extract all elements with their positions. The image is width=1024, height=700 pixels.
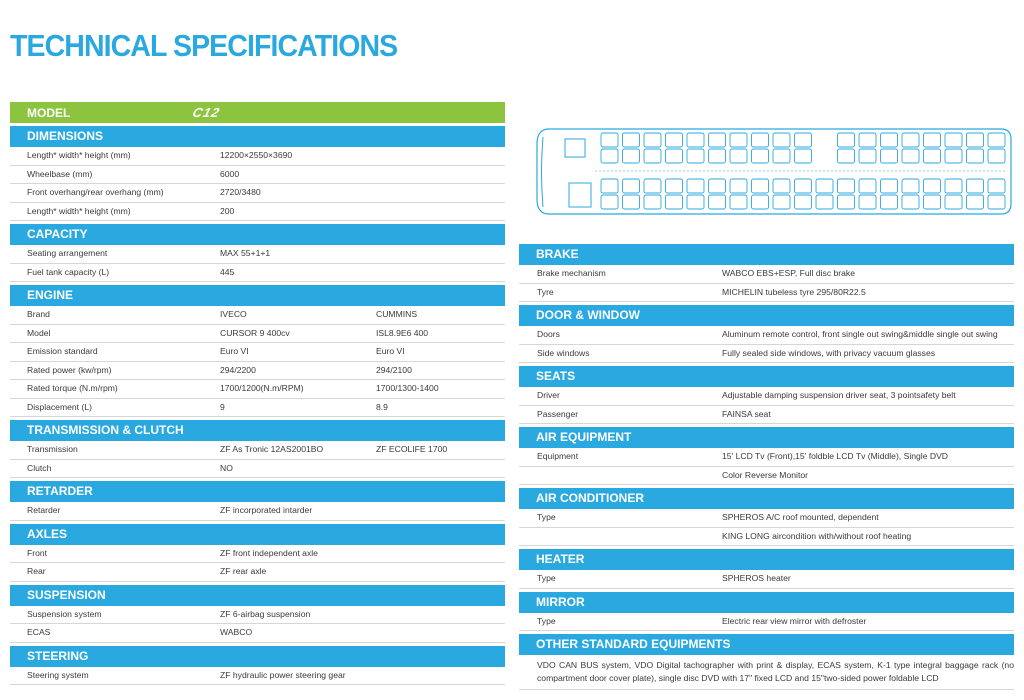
section-header-engine: ENGINE bbox=[10, 285, 505, 306]
seat-icon bbox=[773, 195, 790, 209]
seat-icon bbox=[709, 179, 726, 193]
seat-icon bbox=[945, 133, 962, 147]
spec-label: Brand bbox=[27, 309, 50, 319]
spec-value: ZF 6-airbag suspension bbox=[220, 608, 311, 619]
seat-icon bbox=[730, 149, 747, 163]
seat-icon bbox=[859, 149, 876, 163]
seat-icon bbox=[881, 195, 898, 209]
spec-value: 12200×2550×3690 bbox=[220, 150, 293, 160]
seat-icon bbox=[881, 179, 898, 193]
seat-icon bbox=[881, 133, 898, 147]
spec-label: Suspension system bbox=[27, 608, 102, 619]
section-header-capacity: CAPACITY bbox=[10, 224, 505, 245]
spec-value: ZF hydraulic power steering gear bbox=[220, 669, 346, 680]
spec-value: WABCO EBS+ESP, Full disc brake bbox=[722, 268, 856, 278]
spec-row bbox=[10, 563, 505, 582]
spec-value: 445 bbox=[220, 266, 235, 277]
spec-value-alt: CUMMINS bbox=[376, 309, 418, 319]
spec-value: Aluminum remote control, front single out swing&middle single out swing bbox=[722, 329, 998, 339]
spec-value-alt: 8.9 bbox=[376, 401, 388, 412]
seat-icon bbox=[988, 179, 1005, 193]
spec-label: Rear bbox=[27, 566, 46, 576]
spec-row bbox=[10, 325, 505, 344]
spec-label: Steering system bbox=[27, 669, 89, 680]
seat-icon bbox=[902, 195, 919, 209]
spec-label: Transmission bbox=[27, 444, 78, 454]
spec-value: NO bbox=[220, 462, 233, 473]
spec-row bbox=[10, 545, 505, 564]
seat-icon bbox=[644, 149, 661, 163]
section-header-mirror: MIRROR bbox=[519, 592, 1014, 613]
spec-label: Model bbox=[27, 327, 51, 338]
spec-value-alt: 294/2100 bbox=[376, 364, 412, 375]
seat-icon bbox=[988, 149, 1005, 163]
seat-icon bbox=[644, 195, 661, 209]
spec-value: FAINSA seat bbox=[722, 408, 771, 419]
spec-row bbox=[10, 502, 505, 521]
spec-label: Tyre bbox=[537, 286, 554, 297]
seat-icon bbox=[644, 179, 661, 193]
seat-icon bbox=[644, 133, 661, 147]
seat-icon bbox=[967, 149, 984, 163]
seat-icon bbox=[752, 133, 769, 147]
spec-value: 6000 bbox=[220, 168, 240, 179]
seat-icon bbox=[902, 179, 919, 193]
seat-icon bbox=[838, 149, 855, 163]
model-label: MODEL bbox=[27, 106, 71, 120]
seat-icon bbox=[730, 195, 747, 209]
spec-value: ZF front independent axle bbox=[220, 547, 318, 558]
section-header-axles: AXLES bbox=[10, 524, 505, 545]
section-header-heater: HEATER bbox=[519, 549, 1014, 570]
front-door bbox=[569, 183, 591, 207]
seat-icon bbox=[859, 179, 876, 193]
seat-icon bbox=[623, 195, 640, 209]
seat-icon bbox=[687, 179, 704, 193]
seat-icon bbox=[816, 195, 833, 209]
seat-icon bbox=[666, 179, 683, 193]
spec-label: ECAS bbox=[27, 627, 51, 637]
section-header-retarder: RETARDER bbox=[10, 481, 505, 502]
seat-icon bbox=[730, 133, 747, 147]
spec-label: Doors bbox=[537, 329, 560, 339]
seat-icon bbox=[709, 149, 726, 163]
spec-row bbox=[10, 460, 505, 479]
spec-label: Wheelbase (mm) bbox=[27, 168, 93, 179]
seat-icon bbox=[967, 179, 984, 193]
model-logo: C12 bbox=[191, 105, 223, 120]
seat-icon bbox=[859, 195, 876, 209]
section-header-air-conditioner: AIR CONDITIONER bbox=[519, 488, 1014, 509]
seat-icon bbox=[988, 195, 1005, 209]
seat-icon bbox=[623, 179, 640, 193]
seat-icon bbox=[709, 195, 726, 209]
spec-row bbox=[519, 406, 1014, 425]
spec-value-alt: ZF ECOLIFE 1700 bbox=[376, 444, 448, 454]
spec-value: SPHEROS heater bbox=[722, 573, 791, 583]
seat-icon bbox=[838, 195, 855, 209]
spec-value: ZF rear axle bbox=[220, 566, 267, 576]
seat-icon bbox=[945, 195, 962, 209]
seat-icon bbox=[666, 133, 683, 147]
spec-value: WABCO bbox=[220, 627, 253, 637]
seat-icon bbox=[902, 133, 919, 147]
spec-label: Brake mechanism bbox=[537, 268, 606, 278]
spec-row bbox=[519, 265, 1014, 284]
spec-value: MICHELIN tubeless tyre 295/80R22.5 bbox=[722, 286, 866, 297]
spec-row bbox=[10, 399, 505, 418]
left-spec-table bbox=[10, 102, 505, 685]
spec-label: Rated power (kw/rpm) bbox=[27, 364, 112, 375]
spec-row bbox=[519, 387, 1014, 406]
bus-floorplan-icon bbox=[535, 125, 1013, 218]
seat-icon bbox=[687, 195, 704, 209]
spec-value: Color Reverse Monitor bbox=[722, 469, 808, 480]
spec-row bbox=[10, 245, 505, 264]
spec-value: Adjustable damping suspension driver seat, 3 pointsafety belt bbox=[722, 390, 956, 400]
spec-row bbox=[10, 264, 505, 283]
driver-seat bbox=[565, 139, 585, 157]
seat-icon bbox=[795, 149, 812, 163]
section-header-transmission-clutch: TRANSMISSION & CLUTCH bbox=[10, 420, 505, 441]
spec-row bbox=[519, 613, 1014, 632]
section-header-door-window: DOOR & WINDOW bbox=[519, 305, 1014, 326]
spec-label: Passenger bbox=[537, 408, 579, 419]
model-header bbox=[10, 102, 505, 123]
seat-icon bbox=[795, 133, 812, 147]
seat-icon bbox=[709, 133, 726, 147]
spec-label: Front bbox=[27, 547, 48, 558]
seat-icon bbox=[752, 179, 769, 193]
spec-value: Euro VI bbox=[220, 346, 249, 356]
spec-label: Retarder bbox=[27, 505, 61, 515]
seat-icon bbox=[601, 195, 618, 209]
spec-value: 9 bbox=[220, 401, 225, 412]
spec-row bbox=[10, 184, 505, 203]
spec-value: CURSOR 9 400cv bbox=[220, 327, 290, 338]
seat-icon bbox=[924, 195, 941, 209]
seat-icon bbox=[601, 179, 618, 193]
spec-value: ZF As Tronic 12AS2001BO bbox=[220, 444, 324, 454]
spec-value: KING LONG aircondition with/without roof heating bbox=[722, 530, 912, 541]
spec-label: Clutch bbox=[27, 462, 52, 473]
spec-row bbox=[10, 441, 505, 460]
spec-value: 2720/3480 bbox=[220, 187, 261, 197]
spec-row bbox=[10, 147, 505, 166]
seat-icon bbox=[945, 179, 962, 193]
spec-row bbox=[519, 528, 1014, 547]
seat-icon bbox=[752, 195, 769, 209]
spec-row bbox=[519, 467, 1014, 486]
seat-icon bbox=[687, 133, 704, 147]
spec-label: Side windows bbox=[537, 347, 590, 358]
spec-label: Equipment bbox=[537, 451, 579, 461]
spec-row bbox=[519, 326, 1014, 345]
seat-icon bbox=[967, 195, 984, 209]
spec-row bbox=[10, 343, 505, 362]
spec-value: Fully sealed side windows, with privacy vacuum glasses bbox=[722, 347, 936, 358]
spec-row bbox=[519, 284, 1014, 303]
seat-icon bbox=[601, 149, 618, 163]
spec-value: 200 bbox=[220, 205, 235, 216]
spec-value: MAX 55+1+1 bbox=[220, 248, 271, 258]
section-header-other-standard-equipments: OTHER STANDARD EQUIPMENTS bbox=[519, 634, 1014, 655]
seat-icon bbox=[816, 179, 833, 193]
spec-paragraph: VDO CAN BUS system, VDO Digital tachographer with print & display, ECAS system, K-1 type integral baggage rack (no compartment door cover plate), single disc DVD with 17" fixed LCD and 15"two-sided power foldable LCD bbox=[519, 655, 1014, 690]
spec-value-alt: Euro VI bbox=[376, 346, 405, 356]
spec-label: Type bbox=[537, 512, 556, 522]
spec-row bbox=[519, 345, 1014, 364]
spec-value: IVECO bbox=[220, 309, 247, 319]
seat-icon bbox=[730, 179, 747, 193]
spec-row bbox=[10, 203, 505, 222]
spec-label: Seating arrangement bbox=[27, 248, 108, 258]
spec-row bbox=[519, 570, 1014, 589]
seat-icon bbox=[687, 149, 704, 163]
seat-icon bbox=[902, 149, 919, 163]
bus-outline bbox=[537, 129, 1011, 214]
seat-icon bbox=[773, 149, 790, 163]
section-header-brake: BRAKE bbox=[519, 244, 1014, 265]
spec-value: SPHEROS A/C roof mounted, dependent bbox=[722, 512, 879, 522]
spec-row bbox=[10, 624, 505, 643]
spec-label: Length* width* height (mm) bbox=[27, 205, 131, 216]
seat-icon bbox=[752, 149, 769, 163]
seat-icon bbox=[795, 179, 812, 193]
seat-icon bbox=[623, 133, 640, 147]
spec-value: Electric rear view mirror with defroster bbox=[722, 615, 867, 626]
section-header-seats: SEATS bbox=[519, 366, 1014, 387]
spec-label: Fuel tank capacity (L) bbox=[27, 266, 110, 277]
spec-row bbox=[519, 448, 1014, 467]
section-header-suspension: SUSPENSION bbox=[10, 585, 505, 606]
spec-value: 1700/1200(N.m/RPM) bbox=[220, 383, 304, 393]
seat-icon bbox=[988, 133, 1005, 147]
seat-icon bbox=[859, 133, 876, 147]
windshield-line bbox=[542, 137, 544, 207]
spec-value-alt: 1700/1300-1400 bbox=[376, 383, 439, 393]
seat-icon bbox=[838, 179, 855, 193]
seat-icon bbox=[773, 133, 790, 147]
seat-icon bbox=[838, 133, 855, 147]
spec-label: Type bbox=[537, 573, 556, 583]
section-header-air-equipment: AIR EQUIPMENT bbox=[519, 427, 1014, 448]
spec-row bbox=[10, 306, 505, 325]
spec-label: Front overhang/rear overhang (mm) bbox=[27, 187, 164, 197]
seat-icon bbox=[924, 133, 941, 147]
spec-value: 294/2200 bbox=[220, 364, 256, 375]
spec-row bbox=[10, 362, 505, 381]
seat-icon bbox=[924, 149, 941, 163]
spec-label: Rated torque (N.m/rpm) bbox=[27, 383, 118, 393]
seat-icon bbox=[666, 195, 683, 209]
seat-icon bbox=[881, 149, 898, 163]
seat-icon bbox=[795, 195, 812, 209]
spec-label: Displacement (L) bbox=[27, 401, 92, 412]
spec-label: Emission standard bbox=[27, 346, 98, 356]
section-header-steering: STEERING bbox=[10, 646, 505, 667]
seat-icon bbox=[773, 179, 790, 193]
spec-label: Length* width* height (mm) bbox=[27, 150, 131, 160]
spec-value-alt: ISL8.9E6 400 bbox=[376, 327, 429, 338]
seat-icon bbox=[623, 149, 640, 163]
spec-row bbox=[10, 166, 505, 185]
spec-value: 15' LCD Tv (Front),15' foldble LCD Tv (Middle), Single DVD bbox=[722, 451, 949, 461]
spec-row bbox=[10, 606, 505, 625]
spec-row bbox=[519, 509, 1014, 528]
seat-icon bbox=[945, 149, 962, 163]
seat-icon bbox=[601, 133, 618, 147]
page-title: TECHNICAL SPECIFICATIONS bbox=[10, 28, 398, 63]
seat-icon bbox=[924, 179, 941, 193]
spec-value: ZF incorporated intarder bbox=[220, 505, 313, 515]
seat-icon bbox=[666, 149, 683, 163]
spec-label: Type bbox=[537, 615, 556, 626]
spec-row bbox=[10, 380, 505, 399]
seat-icon bbox=[967, 133, 984, 147]
spec-label: Driver bbox=[537, 390, 560, 400]
right-spec-table bbox=[519, 244, 1014, 690]
section-header-dimensions: DIMENSIONS bbox=[10, 126, 505, 147]
spec-row bbox=[10, 667, 505, 686]
